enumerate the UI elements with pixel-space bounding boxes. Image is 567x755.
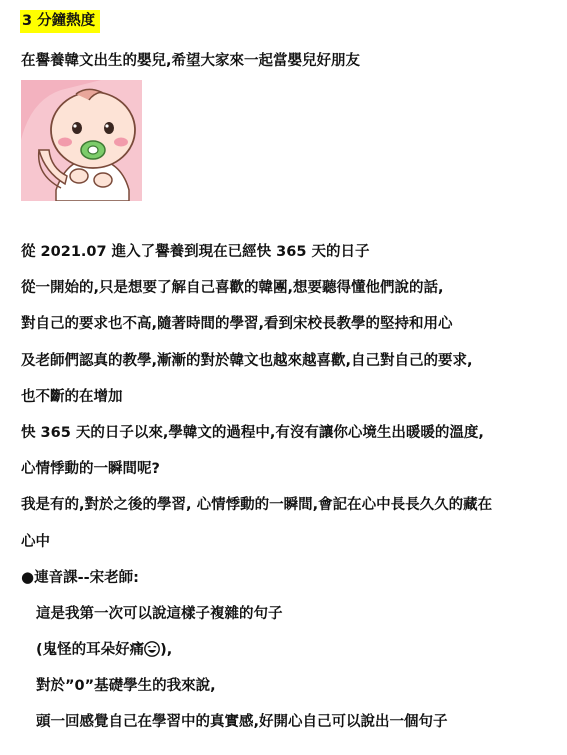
bullet-heading-line	[21, 566, 557, 602]
body-line: 及老師們認真的教學,漸漸的對於韓文也越來越喜歡,自己對自己的要求,	[21, 352, 473, 369]
indented-text: ),	[160, 642, 173, 659]
document-title: 3 分鐘熱度	[20, 10, 100, 33]
body-line: 也不斷的在增加	[21, 388, 123, 405]
document-subtitle: 在譽養韓文出生的嬰兒,希望大家來一起當嬰兒好朋友	[21, 53, 361, 69]
body-line: 從一開始的,只是想要了解自己喜歡的韓團,想要聽得懂他們說的話,	[21, 280, 444, 297]
body-line: 心情悸動的一瞬間呢?	[21, 461, 160, 478]
body-line: 從 2021.07 進入了譽養到現在已經快 365 天的日子	[21, 244, 370, 260]
bullet-heading: 連音課--宋老師:	[34, 569, 139, 586]
laughing-face-emoji-icon	[144, 641, 160, 657]
indented-line: 這是我第一次可以說這樣子複雜的句子	[36, 605, 283, 622]
bullet-icon: ●	[21, 567, 35, 586]
body-line: 對自己的要求也不高,隨著時間的學習,看到宋校長教學的堅持和用心	[21, 316, 453, 333]
document-body	[21, 240, 557, 747]
body-line: 我是有的,對於之後的學習, 心情悸動的一瞬間,會記在心中長長久久的藏在	[21, 497, 493, 514]
indented-line: 對於”0”基礎學生的我來說,	[36, 678, 216, 695]
baby-illustration	[21, 80, 142, 201]
body-line: 快 365 天的日子以來,學韓文的過程中,有沒有讓你心境生出暖暖的溫度,	[21, 424, 484, 441]
body-line: 心中	[21, 533, 50, 550]
indented-text: (鬼怪的耳朵好痛	[36, 642, 145, 659]
indented-line-with-emoji	[21, 638, 557, 674]
indented-line: 頭一回感覺自己在學習中的真實感,好開心自己可以說出一個句子	[36, 714, 448, 731]
baby-with-pacifier-icon	[21, 80, 142, 201]
